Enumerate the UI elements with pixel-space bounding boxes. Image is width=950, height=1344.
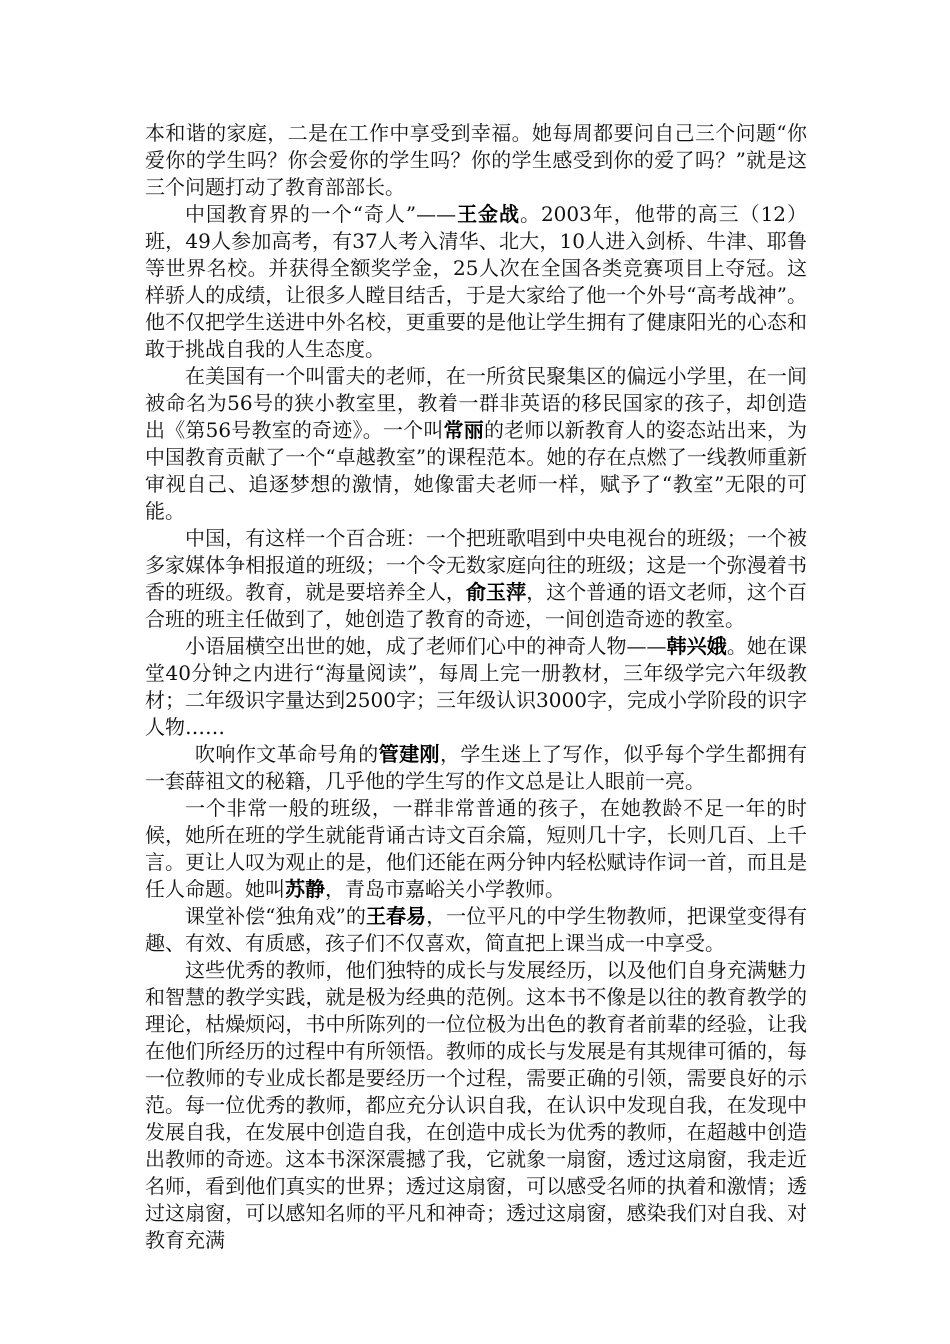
document-body [145, 120, 807, 1254]
paragraph-text: 本和谐的家庭，二是在工作中享受到幸福。她每周都要问自己三个问题“你爱你的学生吗？你会爱你的学生吗？你的学生感受到你的爱了吗？”就是这三个问题打动了教育部部长。 [145, 121, 807, 199]
paragraph-text: 。她在课堂40分钟之内进行“海量阅读”，每周上完一册教材，三年级学完六年级教材；二年级识字量达到2500字；三年级认识3000字，完成小学阶段的识字人物…… [145, 634, 808, 739]
paragraph-2 [145, 201, 807, 363]
paragraph-text: ，一位平凡的中学生物教师，把课堂变得有趣、有效、有质感，孩子们不仅喜欢，简直把上课当成一中享受。 [145, 904, 808, 955]
paragraph-text: ，学生迷上了写作，似乎每个学生都拥有一套薛祖文的秘籍，几乎他的学生写的作文总是让人眼前一亮。 [145, 742, 808, 793]
teacher-name: 韩兴娥 [666, 634, 727, 658]
paragraph-text: 一个非常一般的班级，一群非常普通的孩子，在她教龄不足一年的时候，她所在班的学生就能背诵古诗文百余篇，短则几十字，长则几百、上千言。更让人叹为观止的是，他们还能在两分钟内轻松赋诗作词一首，而且是任人命题。她叫 [145, 796, 807, 901]
paragraph-text: 中国，有这样一个百合班：一个把班歌唱到中央电视台的班级；一个被多家媒体争相报道的班级；一个令无数家庭向往的班级；这是一个弥漫着书香的班级。教育，就是要培养全人， [145, 526, 807, 604]
paragraph-text: 这些优秀的教师，他们独特的成长与发展经历，以及他们自身充满魅力和智慧的教学实践，就是极为经典的范例。这本书不像是以往的教育教学的理论，枯燥烦闷，书中所陈列的一位位极为出色的教育者前辈的经验，让我在他们所经历的过程中有所领悟。教师的成长与发展是有其规律可循的，每一位教师的专业成长都是要经历一个过程，需要正确的引领，需要良好的示范。每一位优秀的教师，都应充分认识自我，在认识中发现自我，在发现中发展自我，在发展中创造自我，在创造中成长为优秀的教师，在超越中创造出教师的奇迹。这本书深深震撼了我，它就象一扇窗，透过这扇窗，我走近名师，看到他们真实的世界；透过这扇窗，可以感受名师的执着和激情；透过这扇窗，可以感知名师的平凡和神奇；透过这扇窗，感染我们对自我、对教育充满 [145, 958, 807, 1252]
teacher-name: 苏静 [285, 877, 325, 901]
paragraph-text: 课堂补偿“独角戏”的 [185, 904, 366, 928]
paragraph-text: 中国教育界的一个“奇人”—— [185, 202, 457, 226]
paragraph-text: ，青岛市嘉峪关小学教师。 [325, 877, 565, 901]
paragraph-6 [145, 741, 807, 795]
paragraph-text: 吹响作文革命号角的 [195, 742, 379, 766]
paragraph-text: ，这个普通的语文老师，这个百合班的班主任做到了，她创造了教育的奇迹，一间创造奇迹的教室。 [145, 580, 807, 631]
paragraph-3 [145, 363, 807, 525]
paragraph-9 [145, 957, 807, 1254]
paragraph-text: 小语届横空出世的她，成了老师们心中的神奇人物—— [185, 634, 667, 658]
paragraph-text: 在美国有一个叫雷夫的老师，在一所贫民聚集区的偏远小学里，在一间被命名为56号的狭小教室里，教着一群非英语的移民国家的孩子，却创造出《第56号教室的奇迹》。一个叫 [145, 364, 807, 442]
paragraph-text: 。2003年，他带的高三（12）班，49人参加高考，有37人考入清华、北大，10人进入剑桥、牛津、耶鲁等世界名校。并获得全额奖学金，25人次在全国各类竞赛项目上夺冠。这样骄人的成绩，让很多人瞠目结舌，于是大家给了他一个外号“高考战神”。他不仅把学生送进中外名校，更重要的是他让学生拥有了健康阳光的心态和敢于挑战自我的人生态度。 [145, 202, 807, 361]
teacher-name: 王春易 [365, 904, 427, 928]
paragraph-4 [145, 525, 807, 633]
paragraph-7 [145, 795, 807, 903]
paragraph-8 [145, 903, 807, 957]
paragraph-1 [145, 120, 807, 201]
paragraph-text: 的老师以新教育人的姿态站出来，为中国教育贡献了一个“卓越教室”的课程范本。她的存在点燃了一线教师重新审视自己、追逐梦想的激情，她像雷夫老师一样，赋予了“教室”无限的可能。 [145, 418, 808, 523]
teacher-name: 管建刚 [378, 742, 440, 766]
paragraph-5 [145, 633, 807, 741]
teacher-name: 王金战 [456, 202, 520, 226]
teacher-name: 俞玉萍 [466, 580, 527, 604]
teacher-name: 常丽 [443, 418, 484, 442]
